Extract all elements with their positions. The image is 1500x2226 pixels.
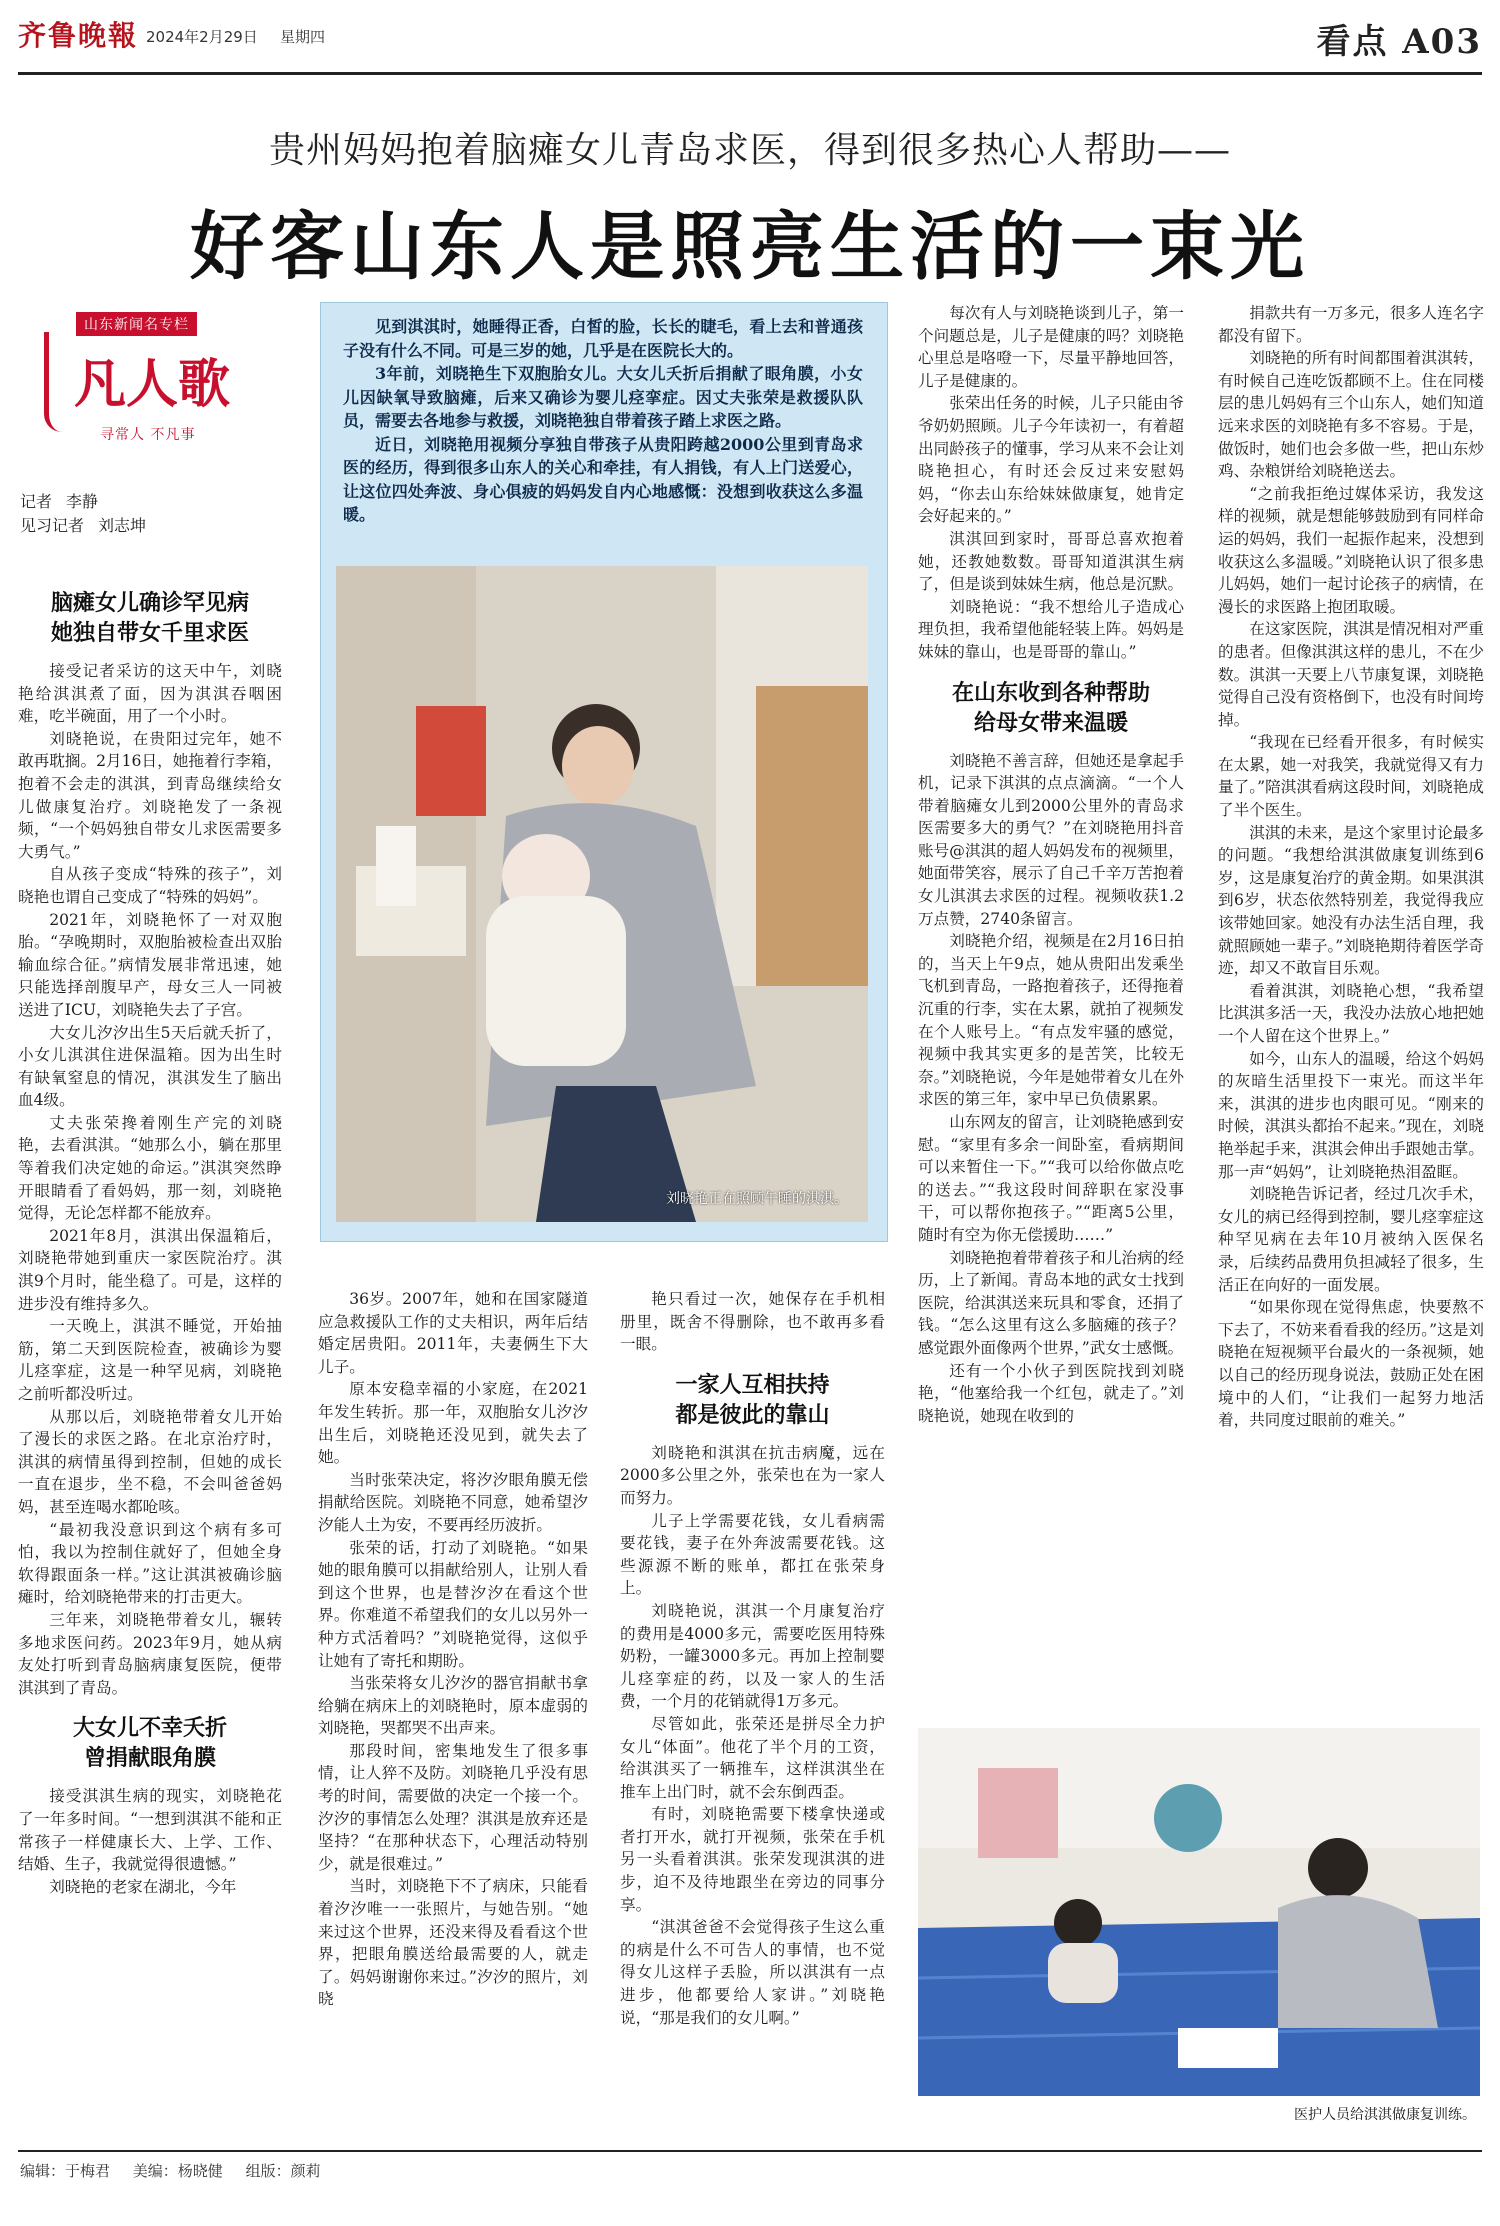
footer-editor: 编辑：于梅君 xyxy=(20,2162,111,2180)
photo-rehab-training xyxy=(918,1728,1480,2096)
paragraph: 那段时间，密集地发生了很多事情，让人猝不及防。刘晓艳几乎没有思考的时间，需要做的决定一个接一个。汐汐的事情怎么处理？淇淇是放弃还是坚持？“在那种状态下，心理活动特别少，就是很难过。” xyxy=(318,1741,588,1873)
newspaper-logo: 齐鲁晚報 xyxy=(18,19,139,52)
footer-credits xyxy=(20,2160,339,2181)
paragraph: 从那以后，刘晓艳带着女儿开始了漫长的求医之路。在北京治疗时，淇淇的病情虽得到控制，但她的成长一直在退步，坐不稳，不会叫爸爸妈妈，甚至连喝水都呛咳。 xyxy=(18,1407,282,1516)
column-3a-body xyxy=(620,1288,885,1356)
subheading-line: 她独自带女千里求医 xyxy=(50,620,249,646)
paragraph: 三年来，刘晓艳带着女儿，辗转多地求医问药。2023年9月，她从病友处打听到青岛脑病康复医院，便带淇淇到了青岛。 xyxy=(18,1610,282,1697)
article-headline: 好客山东人是照亮生活的一束光 xyxy=(190,204,1310,290)
section-page: 看点 A03 xyxy=(1316,22,1482,62)
paragraph: 大女儿汐汐出生5天后就夭折了，小女儿淇淇住进保温箱。因为出生时有缺氧窒息的情况，淇淇发生了脑出血4级。 xyxy=(18,1023,282,1110)
subheading-line: 曾捐献眼角膜 xyxy=(83,1745,216,1772)
subheading-3 xyxy=(620,1370,885,1430)
subheading-2 xyxy=(18,1713,282,1773)
paragraph: 在这家医院，淇淇是情况相对严重的患者。但像淇淇这样的患儿，不在少数。淇淇一天要上八节康复课，刘晓艳觉得自己没有资格倒下，也没有时间垮掉。 xyxy=(1218,620,1484,729)
issue-weekday: 星期四 xyxy=(280,28,326,46)
paragraph: 见到淇淇时，她睡得正香，白皙的脸，长长的睫毛，看上去和普通孩子没有什么不同。可是三岁的她，几乎是在医院长大的。 xyxy=(343,317,863,360)
photo-illustration xyxy=(336,566,868,1222)
footer-designer: 美编：杨晓健 xyxy=(132,2162,223,2180)
paragraph: 艳只看过一次，她保存在手机相册里，既舍不得删除，也不敢再多看一眼。 xyxy=(620,1290,885,1354)
column-4 xyxy=(918,302,1184,1682)
paragraph: 丈夫张荣搀着刚生产完的刘晓艳，去看淇淇。“她那么小，躺在那里等着我们决定她的命运。”淇淇突然睁开眼睛看了看妈妈，那一刻，刘晓艳觉得，无论怎样都不能放弃。 xyxy=(18,1113,282,1223)
paragraph: 刘晓艳说，在贵阳过完年，她不敢再耽搁。2月16日，她拖着行李箱，抱着不会走的淇淇，到青岛继续给女儿做康复治疗。刘晓艳发了一条视频，“一个妈妈独自带女儿求医需要多大勇气。” xyxy=(18,729,282,861)
intern-name: 刘志坤 xyxy=(98,516,147,535)
column-3 xyxy=(620,1288,885,2108)
paragraph: 淇淇回到家时，哥哥总喜欢抱着她，还教她数数。哥哥知道淇淇生病了，但是谈到妹妹生病，他总是沉默。 xyxy=(918,529,1184,594)
paragraph: 一天晚上，淇淇不睡觉，开始抽筋，第二天到医院检查，被确诊为婴儿痉挛症，这是一种罕见病，刘晓艳之前听都没听过。 xyxy=(18,1317,282,1403)
photo2-caption: 医护人员给淇淇做康复训练。 xyxy=(1294,2107,1476,2123)
photo1-caption: 刘晓艳正在照顾午睡的淇淇。 xyxy=(666,1191,848,1207)
subheading-line: 在山东收到各种帮助 xyxy=(951,679,1150,706)
column-3-body xyxy=(620,1442,885,2029)
paragraph: 刘晓艳抱着带着孩子和儿治病的经历，上了新闻。青岛本地的武女士找到医院，给淇淇送来玩具和零食，还捐了钱。“怎么这里有这么多脑瘫的孩子？感觉跟外面像两个世界，”武女士感慨。 xyxy=(918,1248,1184,1357)
subheading-line: 脑瘫女儿确诊罕见病 xyxy=(50,590,249,616)
subheading-line: 都是彼此的靠山 xyxy=(675,1401,830,1428)
issue-date: 2024年2月29日 xyxy=(146,28,258,46)
paragraph: 还有一个小伙子到医院找到刘晓艳，“他塞给我一个红包，就走了。”刘晓艳说，她现在收到的 xyxy=(918,1361,1184,1425)
column-slogan: 寻常人 不凡事 xyxy=(100,427,196,443)
subheading-line: 大女儿不幸夭折 xyxy=(72,1715,227,1742)
masthead xyxy=(18,14,1482,66)
column-4a-body xyxy=(918,302,1184,664)
paragraph: 接受淇淇生病的现实，刘晓艳花了一年多时间。“一想到淇淇不能和正常孩子一样健康长大、上学、工作、结婚、生子，我就觉得很遗憾。” xyxy=(18,1787,282,1874)
paragraph: 36岁。2007年，她和在国家隧道应急救援队工作的丈夫相识，两年后结婚定居贵阳。2011年，夫妻俩生下大儿子。 xyxy=(318,1290,588,1376)
paragraph: 张荣出任务的时候，儿子只能由爷爷奶奶照顾。儿子今年读初一，有着超出同龄孩子的懂事，学习从来不会让刘晓艳担心，有时还会反过来安慰妈妈，“你去山东给妹妹做康复，她肯定会好起来的。” xyxy=(918,394,1184,526)
paragraph: “如果你现在觉得焦虑，快要熬不下去了，不妨来看看我的经历。”这是刘晓艳在短视频平台最火的一条视频，她以自己的经历现身说法，鼓励正处在困境中的人们，“让我们一起努力地活着，共同度过眼前的难关。” xyxy=(1218,1298,1484,1430)
intern-label: 见习记者 xyxy=(20,516,85,535)
byline xyxy=(20,490,146,538)
paragraph: 原本安稳幸福的小家庭，在2021年发生转折。那一年，双胞胎女儿汐汐出生后，刘晓艳还没见到，就失去了她。 xyxy=(318,1380,588,1467)
paragraph: 刘晓艳的老家在湖北，今年 xyxy=(49,1877,237,1896)
subheading-line: 给母女带来温暖 xyxy=(973,709,1128,736)
subheading-1 xyxy=(18,588,282,648)
paragraph: 刘晓艳介绍，视频是在2月16日拍的，当天上午9点，她从贵阳出发乘坐飞机到青岛，一路抱着孩子，还得拖着沉重的行李，实在太累，就拍了视频发在个人账号上。“有点发牢骚的感觉，视频中我其实更多的是苦笑，比较无奈。”刘晓艳说，今年是她带着女儿在外求医的第三年，家中早已负债累累。 xyxy=(918,932,1184,1109)
paragraph: 接受记者采访的这天中午，刘晓艳给淇淇煮了面，因为淇淇吞咽困难，吃半碗面，用了一个小时。 xyxy=(18,662,282,726)
column-tag: 山东新闻名专栏 xyxy=(76,312,197,336)
subheading-4 xyxy=(918,678,1184,738)
reporter-label: 记者 xyxy=(20,492,53,511)
paragraph: 看着淇淇，刘晓艳心想，“我希望比淇淇多活一天，我没办法放心地把她一个人留在这个世界上。” xyxy=(1218,981,1484,1045)
paragraph: 近日，刘晓艳用视频分享独自带孩子从贵阳跨越2000公里到青岛求医的经历，得到很多山东人的关心和牵挂，有人捐钱，有人上门送爱心，让这位四处奔波、身心俱疲的妈妈发自内心地感慨：没想到收获这么多温暖。 xyxy=(343,434,863,524)
paragraph: 山东网友的留言，让刘晓艳感到安慰。“家里有多余一间卧室，看病期间可以来暂住一下。”“我可以给你做点吃的送去。”“我这段时间辞职在家没事干，可以帮你抱孩子。”“距离5公里，随时有空为你无偿援助……” xyxy=(918,1113,1184,1244)
column-4b-body xyxy=(918,750,1184,1428)
paragraph: 3年前，刘晓艳生下双胞胎女儿。大女儿夭折后捐献了眼角膜，小女儿因缺氧导致脑瘫，后来又确诊为婴儿痉挛症。因丈夫张荣是救援队队员，需要去各地参与救援，刘晓艳独自带着孩子踏上求医之路。 xyxy=(343,364,863,430)
footer-layout: 组版：颜莉 xyxy=(245,2162,321,2180)
paragraph: “之前我拒绝过媒体采访，我发这样的视频，就是想能够鼓励到有同样命运的妈妈，我们一起振作起来，没想到收获这么多温暖。”刘晓艳认识了很多患儿妈妈，她们一起讨论孩子的病情，在漫长的求医路上抱团取暖。 xyxy=(1218,484,1484,616)
paragraph: 尽管如此，张荣还是拼尽全力护女儿“体面”。他花了半个月的工资，给淇淇买了一辆推车，这样淇淇坐在推车上出门时，就不会东倒西歪。 xyxy=(620,1714,885,1801)
paragraph: 儿子上学需要花钱，女儿看病需要花钱，妻子在外奔波需要花钱。这些源源不断的账单，都扛在张荣身上。 xyxy=(620,1511,885,1598)
paragraph: 淇淇的未来，是这个家里讨论最多的问题。“我想给淇淇做康复训练到6岁，这是康复治疗的黄金期。如果淇淇到6岁，状态依然特别差，我觉得我应该带她回家。她没有办法生活自理，我就照顾她一辈子。”刘晓艳期待着医学奇迹，却又不敢盲目乐观。 xyxy=(1218,823,1484,978)
article-kicker: 贵州妈妈抱着脑瘫女儿青岛求医，得到很多热心人帮助—— xyxy=(268,130,1231,171)
paragraph: 刘晓艳告诉记者，经过几次手术，女儿的病已经得到控制，婴儿痉挛症这种罕见病在去年10月被纳入医保名录，后续药品费用负担减轻了很多，生活正在向好的一面发展。 xyxy=(1218,1185,1484,1294)
paragraph: 2021年8月，淇淇出保温箱后，刘晓艳带她到重庆一家医院治疗。淇淇9个月时，能坐稳了。可是，这样的进步没有维持多久。 xyxy=(18,1226,282,1313)
paragraph: 刘晓艳和淇淇在抗击病魔，远在2000多公里之外，张荣也在为一家人而努力。 xyxy=(620,1443,885,1507)
paragraph: 2021年，刘晓艳怀了一对双胞胎。“孕晚期时，双胞胎被检查出双胎输血综合征。”病情发展非常迅速，她只能选择剖腹早产，母女三人一同被送进了ICU，刘晓艳失去了子宫。 xyxy=(18,910,282,1019)
photo-illustration xyxy=(918,1728,1480,2096)
photo-mother-and-child xyxy=(336,566,868,1222)
paragraph: “我现在已经看开很多，有时候实在太累，她一对我笑，我就觉得又有力量了。”陪淇淇看病这段时间，刘晓艳成了半个医生。 xyxy=(1218,733,1484,820)
paragraph: 自从孩子变成“特殊的孩子”，刘晓艳也谓自己变成了“特殊的妈妈”。 xyxy=(18,865,282,906)
column-1 xyxy=(18,574,282,2226)
column-name: 凡人歌 xyxy=(74,354,231,415)
paragraph: 当时，刘晓艳下不了病床，只能看着汐汐唯一一张照片，与她告别。“她来过这个世界，还没来得及看看这个世界，把眼角膜送给最需要的人，就走了。妈妈谢谢你来过。”汐汐的照片，刘晓 xyxy=(318,1877,588,2009)
column-logo xyxy=(40,302,280,452)
column-5 xyxy=(1218,302,1484,1682)
column-1b-body xyxy=(18,1785,282,1898)
top-rule xyxy=(18,72,1482,75)
paragraph: 刘晓艳说，淇淇一个月康复治疗的费用是4000多元，需要吃医用特殊奶粉，一罐3000多元。再加上控制婴儿痉挛症的药，以及一家人的生活费，一个月的花销就得1万多元。 xyxy=(620,1601,885,1711)
bottom-rule xyxy=(18,2150,1482,2152)
paragraph: 每次有人与刘晓艳谈到儿子，第一个问题总是，儿子是健康的吗？刘晓艳心里总是咯噔一下，尽量平静地回答，儿子是健康的。 xyxy=(918,304,1184,390)
paragraph: 如今，山东人的温暖，给这个妈妈的灰暗生活里投下一束光。而这半年来，淇淇的进步也肉眼可见。“刚来的时候，淇淇头都抬不起来。”现在，刘晓艳举起手来，淇淇会伸出手跟她击掌。那一声“妈妈”，让刘晓艳热泪盈眶。 xyxy=(1218,1049,1484,1181)
paragraph: 当时张荣决定，将汐汐眼角膜无偿捐献给医院。刘晓艳不同意，她希望汐汐能人土为安，不要再经历波折。 xyxy=(318,1470,588,1534)
paragraph: 有时，刘晓艳需要下楼拿快递或者打开水，就打开视频，张荣在手机另一头看着淇淇。张荣发现淇淇的进步，迫不及待地跟坐在旁边的同事分享。 xyxy=(620,1805,885,1914)
paragraph: 刘晓艳不善言辞，但她还是拿起手机，记录下淇淇的点点滴滴。“一个人带着脑瘫女儿到2000公里外的青岛求医需要多大的勇气？”在刘晓艳用抖音账号@淇淇的超人妈妈发布的视频里，她面带笑容，展示了自己千辛万苦抱着女儿淇淇去求医的过程。视频收获1.2万点赞，2740条留言。 xyxy=(918,751,1184,928)
paragraph: 刘晓艳的所有时间都围着淇淇转，有时候自己连吃饭都顾不上。住在同楼层的患儿妈妈有三个山东人，她们知道远来求医的刘晓艳有多不容易。于是，做饭时，她们也会多做一些，把山东炒鸡、杂粮饼给刘晓艳送去。 xyxy=(1218,349,1484,481)
reporter-name: 李静 xyxy=(66,492,99,511)
intro-text xyxy=(343,315,863,527)
paragraph: “淇淇爸爸不会觉得孩子生这么重的病是什么不可告人的事情，也不觉得女儿这样子丢脸，所以淇淇有一点进步，他都要给人家讲。”刘晓艳说，“那是我们的女儿啊。” xyxy=(620,1918,885,2027)
paragraph: 刘晓艳说：“我不想给儿子造成心理负担，我希望他能轻装上阵。妈妈是妹妹的靠山，也是哥哥的靠山。” xyxy=(918,597,1184,661)
column-2 xyxy=(318,1288,588,2108)
paragraph: 捐款共有一万多元，很多人连名字都没有留下。 xyxy=(1218,304,1484,345)
paragraph: 当张荣将女儿汐汐的器官捐献书拿给躺在病床上的刘晓艳时，原本虚弱的刘晓艳，哭都哭不出声来。 xyxy=(318,1674,588,1738)
column-1-body xyxy=(18,660,282,1699)
subheading-line: 一家人互相扶持 xyxy=(675,1371,830,1398)
paragraph: 张荣的话，打动了刘晓艳。“如果她的眼角膜可以捐献给别人，让别人看到这个世界，也是替汐汐在看这个世界。你难道不希望我们的女儿以另外一种方式活着吗？”刘晓艳觉得，这似乎让她有了寄托和期盼。 xyxy=(318,1538,588,1670)
paragraph: “最初我没意识到这个病有多可怕，我以为控制住就好了，但她全身软得跟面条一样。”这让淇淇被确诊脑瘫时，给刘晓艳带来的打击更大。 xyxy=(18,1520,282,1607)
